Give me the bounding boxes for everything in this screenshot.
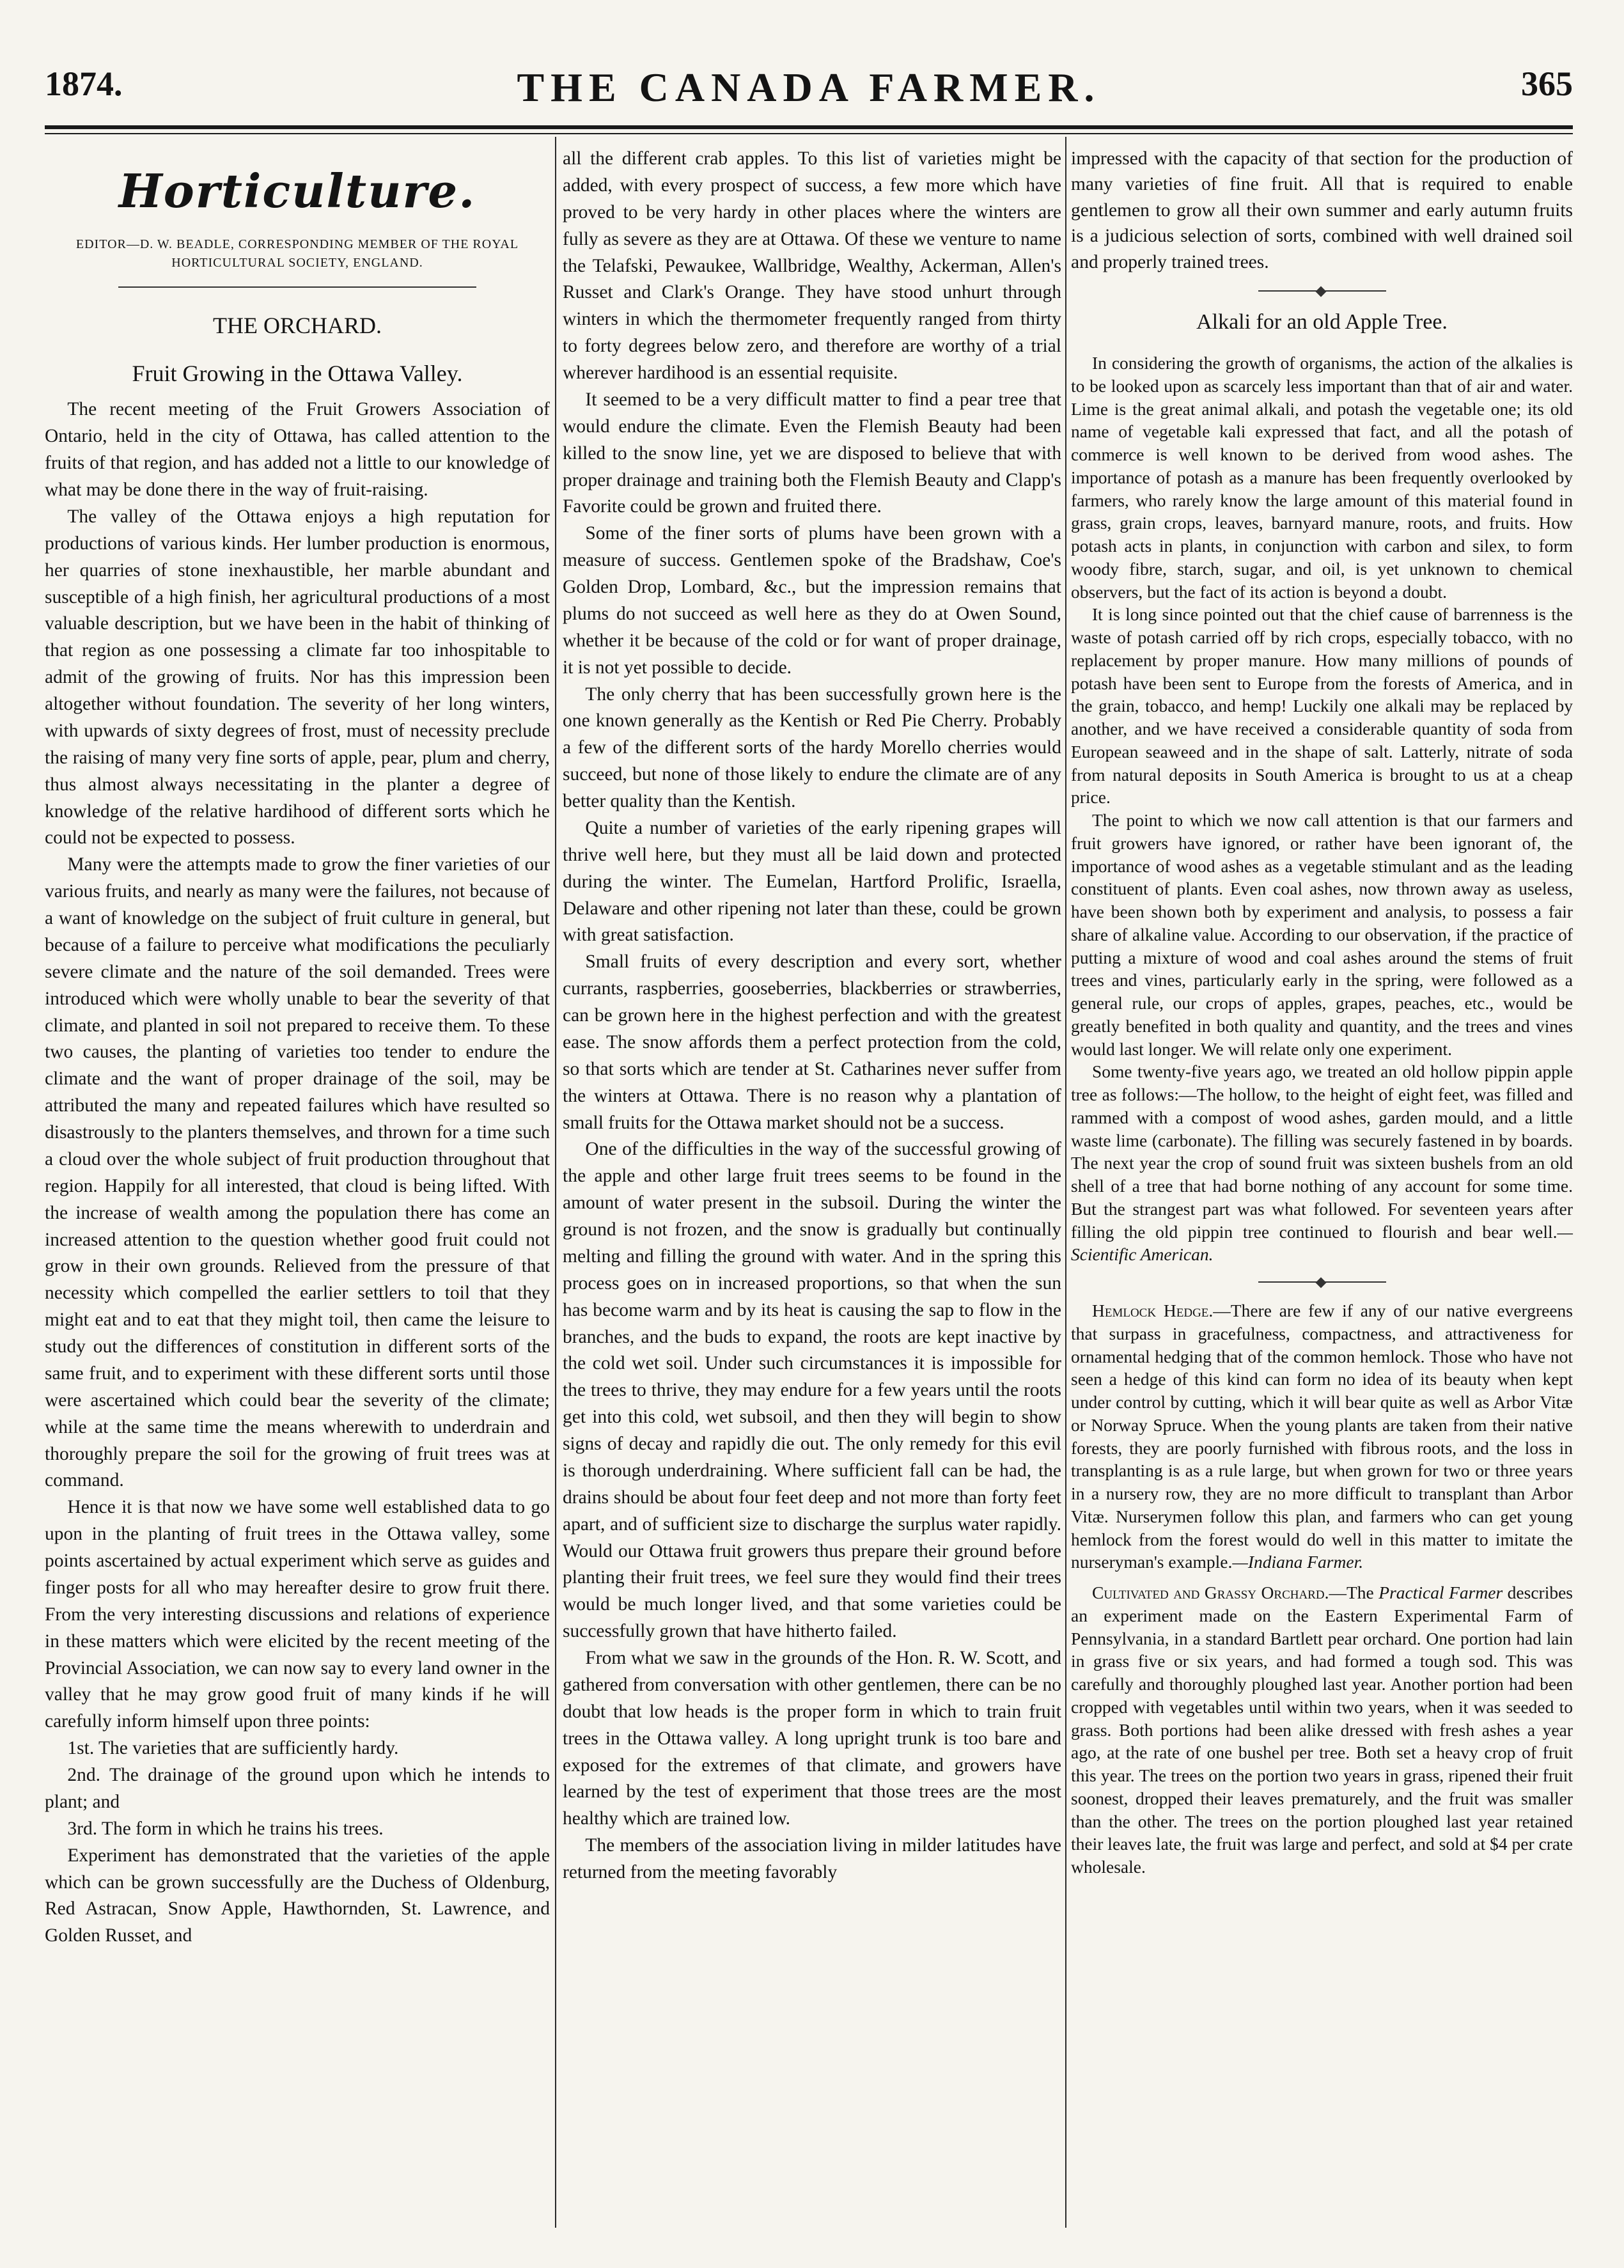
page-number: 365 [1521, 65, 1573, 103]
paragraph-text: —The [1329, 1583, 1379, 1603]
editor-line: EDITOR—D. W. BEADLE, CORRESPONDING MEMBER OF THE ROYAL HORTICULTURAL SOCIETY, ENGLAND. [75, 237, 519, 270]
item-lead-hemlock: Hemlock Hedge. [1092, 1301, 1214, 1321]
paragraph: Small fruits of every description and every sort, whether currants, raspberries, gooseberries, blackberries or strawberries, can be grown here in the highest perfection and with the greatest ease. The snow affords them a perfect protection from the cold, so that sorts which are tender at St. Catharines never suffer from the winters at Ottawa. There is no reason why a plantation of small fruits for the Ottawa market should not be a success. [563, 951, 1061, 1133]
paragraph: The only cherry that has been successfully grown here is the one known generally as the Kentish or Red Pie Cherry. Probably a few of the different sorts of the hardy Morello cherries would succeed, but none of those likely to endure the climate are of any better quality than the Kentish. [563, 684, 1061, 811]
list-item: 1st. The varieties that are sufficiently hardy. [67, 1738, 399, 1759]
article-subheading: Fruit Growing in the Ottawa Valley. [132, 361, 463, 387]
ornament-divider [1258, 1281, 1386, 1283]
section-title: Horticulture. [118, 164, 476, 218]
paragraph: impressed with the capacity of that section for the production of many varieties of fine fruit. All that is required to enable gentlemen to grow all their own summer and early autumn fruits is a judicious selection of sorts, combined with well drained soil and properly trained trees. [1071, 148, 1573, 272]
paragraph: It is long since pointed out that the chief cause of barrenness is the waste of potash carried off by rich crops, especially tobacco, with no replacement by proper manure. How many millions of pounds of potash have been sent to Europe from the forests of America, and in the grain, tobacco, and hemp! Luckily one alkali may be replaced by another, and we have received a considerable quantity of soda from European seaweed and in the shape of salt. Latterly, nitrate of soda from natural deposits in South America is brought to us at a cheap price. [1071, 604, 1573, 808]
paragraph: Quite a number of varieties of the early ripening grapes will thrive well here, but they must all be laid down and protected during the winter. The Eumelan, Hartford Prolific, Israella, Delaware and other ripening not later than these, could be grown with great satisfaction. [563, 817, 1061, 946]
paragraph: In considering the growth of organisms, the action of the alkalies is to be looked upon as scarcely less important than that of air and water. Lime is the great animal alkali, and potash the vegetable one; its old name of vegetable kali expressed that fact, and all the potash of commerce is well known to be derived from wood ashes. The importance of potash as a manure has been frequently overlooked by farmers, who rarely know the large amount of this material found in grass, grain crops, leaves, barnyard manure, roots, and fruits. How potash acts in plants, in conjunction with carbon and silex, to form woody fibre, starch, sugar, and oil, is yet unknown to chemical observers, but the fact of its action is beyond a doubt. [1071, 353, 1573, 602]
list-item: 3rd. The form in which he trains his trees. [67, 1818, 384, 1839]
item-lead-orchard: Cultivated and Grassy Orchard. [1092, 1583, 1329, 1603]
source-credit: —Indiana Farmer. [1232, 1552, 1364, 1572]
paragraph [1071, 1060, 1573, 1266]
section-rule [118, 286, 476, 288]
paragraph: The point to which we now call attention is that our farmers and fruit growers have ignored, or rather have been ignorant of, the importance of wood ashes as a vegetable stimulant and as the leading constituent of plants. Even coal ashes, now thrown away as useless, have been shown both by experiment and analysis, to possess a fair share of alkaline value. According to our observation, if the practice of putting a mixture of wood and coal ashes around the stems of fruit trees and vines, particularly early in the spring, were followed as a general rule, our crops of apples, grapes, peaches, etc., would be greatly benefited in both quality and quantity, and the trees and vines would last longer. We will relate only one experiment. [1071, 810, 1573, 1059]
paragraph: The recent meeting of the Fruit Growers Association of Ontario, held in the city of Ottawa, has called attention to the fruits of that region, and has added not a little to our knowledge of what may be done there in the way of fruit-raising. [45, 399, 550, 501]
paragraph-text: describes an experiment made on the Eastern Experimental Farm of Pennsylvania, in a standard Bartlett pear orchard. One portion had lain in grass five or six years, and had formed a tough sod. This was carefully and thoroughly ploughed last year. Another portion had been cropped with vegetables until within two years, when it was seeded to grass. Both portions had been alike dressed with fresh ashes a year ago, at the rate of one bushel per tree. Both set a heavy crop of fruit this year. The trees on the portion two years in grass, ripened their fruit soonest, dropped their leaves prematurely, and the fruit was smaller than the other. The trees on the portion ploughed last year retained their leaves late, the fruit was large and perfect, and sold at $4 per crate wholesale. [1071, 1583, 1573, 1877]
paragraph: The members of the association living in milder latitudes have returned from the meeting favorably [563, 1835, 1061, 1882]
header-rule-thick [45, 125, 1573, 129]
column-1 [45, 146, 550, 1950]
column-3 [1071, 146, 1573, 1879]
source-credit: —Scientific American. [1071, 1221, 1573, 1265]
paragraph: The valley of the Ottawa enjoys a high reputation for productions of various kinds. Her lumber production is enormous, her quarries of stone inexhaustible, her marble abundant and susceptible of a high finish, her agricultural productions of a most valuable description, but we have been in the habit of thinking of that region as one possessing a climate far too inhospitable to admit of the growing of fruits. Nor has this impression been altogether without foundation. The severity of her long winters, with upwards of sixty degrees of frost, must of necessity preclude the raising of many very fine sorts of apple, pear, plum and cherry, thus almost always necessitating in the planter a degree of knowledge of the relative hardihood of different sorts which he could not be expected to possess. [45, 506, 550, 849]
paragraph-text: —There are few if any of our native evergreens that surpass in gracefulness, compactness, and attractiveness for ornamental hedging that of the common hemlock. Those who have not seen a hedge of this kind can form no idea of its beauty when kept under control by cutting, which it will bear quite as well as Arbor Vitæ or Norway Spruce. When the young plants are taken from their native forests, they are poorly furnished with fibrous roots, and the loss in transplanting is as a rule large, but when grown for two or three years in a nursery row, they are no more difficult to transplant than Arbor Vitæ. Nurserymen follow this plan, and farmers who can get young hemlock from the forest would do well in this matter to imitate the nurseryman's example. [1071, 1301, 1573, 1572]
article-heading-alkali: Alkali for an old Apple Tree. [1196, 310, 1448, 334]
paragraph: It seemed to be a very difficult matter to find a pear tree that would endure the climate. Even the Flemish Beauty had been killed to the snow line, yet we are disposed to believe that with proper drainage and training both the Flemish Beauty and Clapp's Favorite could be grown and fruited there. [563, 389, 1061, 517]
column-rule-1 [555, 137, 556, 2228]
issue-year: 1874. [45, 65, 123, 103]
paragraph-text: Some twenty-five years ago, we treated an old hollow pippin apple tree as follows:—The hollow, to the height of eight feet, was filled and rammed with a compost of wood ashes, garden mould, and a little waste lime (carbonate). The filling was securely fastened in by boards. The next year the crop of sound fruit was sixteen bushels from an old shell of a tree that had borne nothing of any account for some time. But the strangest part was what followed. For seventeen years after filling the old pippin tree continued to flourish and bear well. [1071, 1061, 1573, 1242]
paragraph [1071, 1299, 1573, 1574]
list-item: 2nd. The drainage of the ground upon which he intends to plant; and [45, 1765, 550, 1812]
header-rule-thin [45, 133, 1573, 134]
paragraph: Some of the finer sorts of plums have been grown with a measure of success. Gentlemen spoke of the Bradshaw, Coe's Golden Drop, Lombard, &c., but the impression remains that plums do not succeed as well here as they do at Owen Sound, whether it be because of the cold or for want of proper drainage, it is not yet possible to decide. [563, 523, 1061, 678]
paragraph: One of the difficulties in the way of the successful growing of the apple and other large fruit trees seems to be found in the amount of water present in the subsoil. During the winter the ground is not frozen, and the snow is gradually but continually melting and filling the ground with water. And in the spring this process goes on in increased proportions, so that when the sun has become warm and by its heat is causing the sap to flow in the branches, and the buds to expand, the roots are kept inactive by the cold wet soil. Under such circumstances it is impossible for the trees to thrive, they may endure for a few years until the roots get into this cold, wet subsoil, and then they will begin to show signs of decay and rapidly die out. The only remedy for this evil is thorough underdraining. Where sufficient fall can be had, the drains should be about four feet deep and not more than forty feet apart, and of sufficient size to discharge the surplus water rapidly. Would our Ottawa fruit growers thus prepare their ground before planting their fruit trees, we feel sure they would find their trees would be much longer lived, and that some varieties could be successfully grown that have hitherto failed. [563, 1139, 1061, 1642]
journal-title: Practical Farmer [1378, 1583, 1503, 1603]
paragraph: Experiment has demonstrated that the varieties of the apple which can be grown successfully are the Duchess of Oldenburg, Red Astracan, Snow Apple, Hawthornden, St. Lawrence, and Golden Russet, and [45, 1845, 550, 1946]
masthead [45, 64, 1573, 141]
paragraph: all the different crab apples. To this list of varieties might be added, with every prospect of success, a few more which have proved to be very hardy in other places where the winters are fully as severe as they are at Ottawa. Of these we venture to name the Telafski, Pewaukee, Wallbridge, Wealthy, Ackerman, Allen's Russet and Clark's Orange. They have stood unhurt through winters in which the thermometer frequently ranged from thirty to forty degrees below zero, and therefore are worthy of a trial wherever hardihood is an essential requisite. [563, 148, 1061, 383]
paragraph: From what we saw in the grounds of the Hon. R. W. Scott, and gathered from conversation with other gentlemen, there can be no doubt that low heads is the proper form in which to train fruit trees in the Ottawa valley. A long upright trunk is too bare and exposed for the extremes of that climate, and growers have learned by the test of experiment that those trees are the most healthy which are trained low. [563, 1648, 1061, 1829]
newspaper-title: THE CANADA FARMER. [517, 65, 1101, 110]
article-heading-orchard: THE ORCHARD. [212, 313, 382, 339]
paragraph: Hence it is that now we have some well established data to go upon in the planting of fruit trees in the Ottawa valley, some points ascertained by actual experiment which serve as guides and finger posts for all who may hereafter desire to grow fruit there. From the very interesting discussions and relations of experience in these matters which were elicited by the recent meeting of the Provincial Association, we can now say to every land owner in the valley that he may grow good fruit of many kinds if he will carefully inform himself upon three points: [45, 1497, 550, 1732]
paragraph [1071, 1581, 1573, 1879]
column-2 [563, 146, 1061, 1886]
paragraph: Many were the attempts made to grow the finer varieties of our various fruits, and nearly as many were the failures, not because of a want of knowledge on the subject of fruit culture in general, but because of a failure to perceive what modifications the peculiarly severe climate and the nature of the soil demanded. Trees were introduced which were wholly unable to bear the severity of that climate, and planted in soil not prepared to receive them. To these two causes, the planting of varieties too tender to endure the climate and the want of proper drainage of the soil, may be attributed the many and repeated failures which have resulted so disastrously to the planters themselves, and thrown for a time such a cloud over the whole subject of fruit production throughout that region. Happily for all interested, that cloud is being lifted. With the increase of wealth among the population there has come an increased attention to the question whether good fruit could not grow in their own grounds. Relieved from the pressure of that necessity which compelled the earlier settlers to toil that they might eat and to eat that they might toil, then came the leisure to study out the differences of constitution in different sorts of the same fruit, and to experiment with these different sorts until those were ascertained which could bear the severity of the climate; while at the same time the means wherewith to underdrain and thoroughly prepare the soil for the growing of fruit trees was at command. [45, 854, 550, 1491]
column-rule-2 [1065, 137, 1066, 2228]
ornament-divider [1258, 290, 1386, 292]
